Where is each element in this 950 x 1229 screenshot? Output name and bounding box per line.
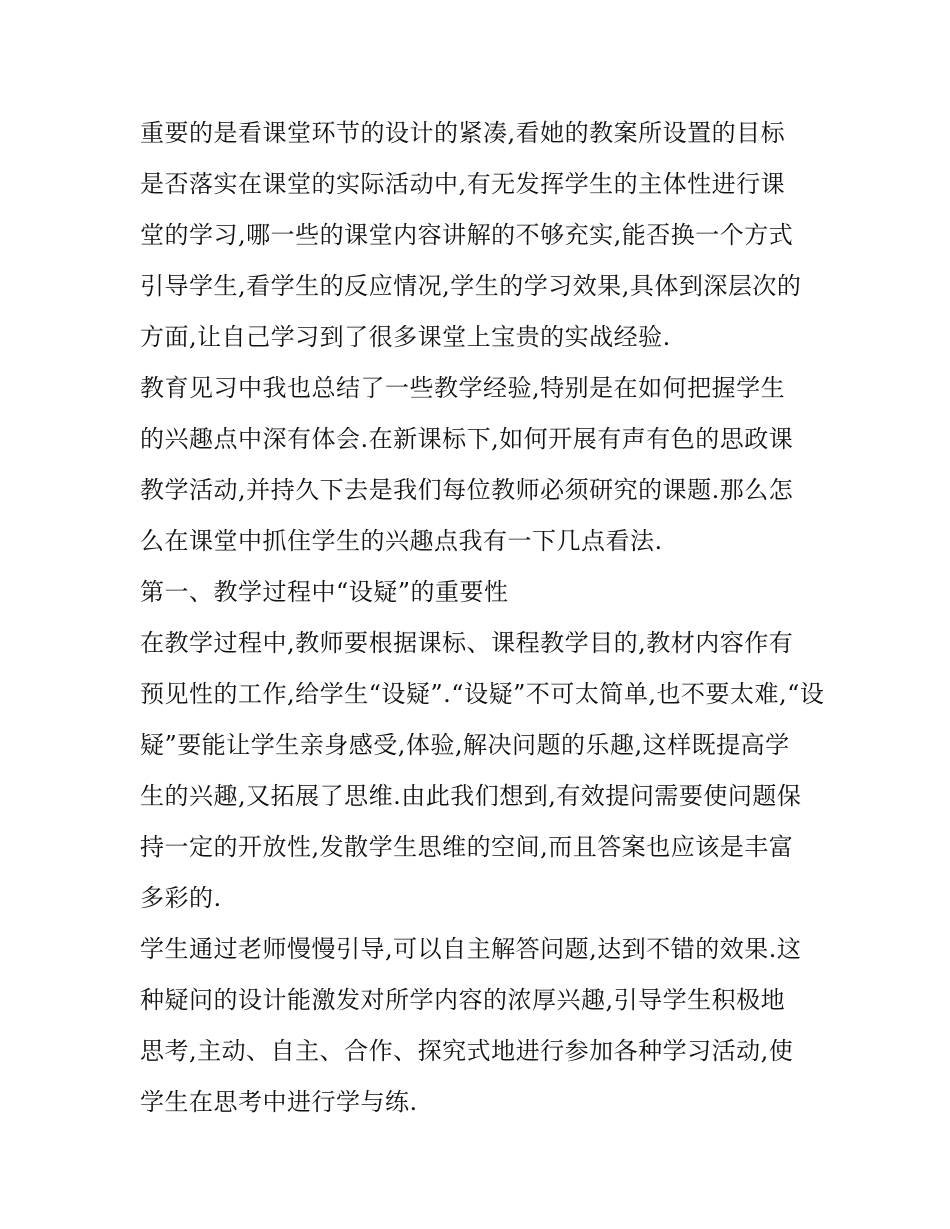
- text-line: 方面,让自己学习到了很多课堂上宝贵的实战经验.: [140, 323, 671, 351]
- text-line: 持一定的开放性,发散学生思维的空间,而且答案也应该是丰富: [140, 833, 794, 861]
- text-line: 预见性的工作,给学生“设疑”.“设疑”不可太简单,也不要太难,“设: [140, 680, 825, 708]
- document-body: [140, 108, 825, 1128]
- text-line: 种疑问的设计能激发对所学内容的浓厚兴趣,引导学生积极地: [140, 986, 786, 1014]
- text-line: 教育见习中我也总结了一些教学经验,特别是在如何把握学生: [140, 374, 786, 402]
- text-line: 生的兴趣,又拓展了思维.由此我们想到,有效提问需要使问题保: [140, 782, 802, 810]
- text-line: 多彩的.: [140, 884, 222, 912]
- text-line: 学生通过老师慢慢引导,可以自主解答问题,达到不错的效果.这: [140, 935, 802, 963]
- text-line: 的兴趣点中深有体会.在新课标下,如何开展有声有色的思政课: [140, 425, 794, 453]
- text-line: 教学活动,并持久下去是我们每位教师必须研究的课题.那么怎: [140, 476, 794, 504]
- section-heading: 第一、教学过程中“设疑”的重要性: [140, 578, 509, 606]
- text-line: 重要的是看课堂环节的设计的紧凑,看她的教案所设置的目标: [140, 119, 786, 147]
- text-line: 思考,主动、自主、合作、探究式地进行参加各种学习活动,使: [140, 1037, 794, 1065]
- text-line: 堂的学习,哪一些的课堂内容讲解的不够充实,能否换一个方式: [140, 221, 794, 249]
- text-line: 在教学过程中,教师要根据课标、课程教学目的,教材内容作有: [140, 629, 794, 657]
- text-line: 学生在思考中进行学与练.: [140, 1088, 418, 1116]
- text-line: 疑”要能让学生亲身感受,体验,解决问题的乐趣,这样既提高学: [140, 731, 790, 759]
- text-line: 引导学生,看学生的反应情况,学生的学习效果,具体到深层次的: [140, 272, 802, 300]
- text-line: 是否落实在课堂的实际活动中,有无发挥学生的主体性进行课: [140, 170, 786, 198]
- text-line: 么在课堂中抓住学生的兴趣点我有一下几点看法.: [140, 527, 663, 555]
